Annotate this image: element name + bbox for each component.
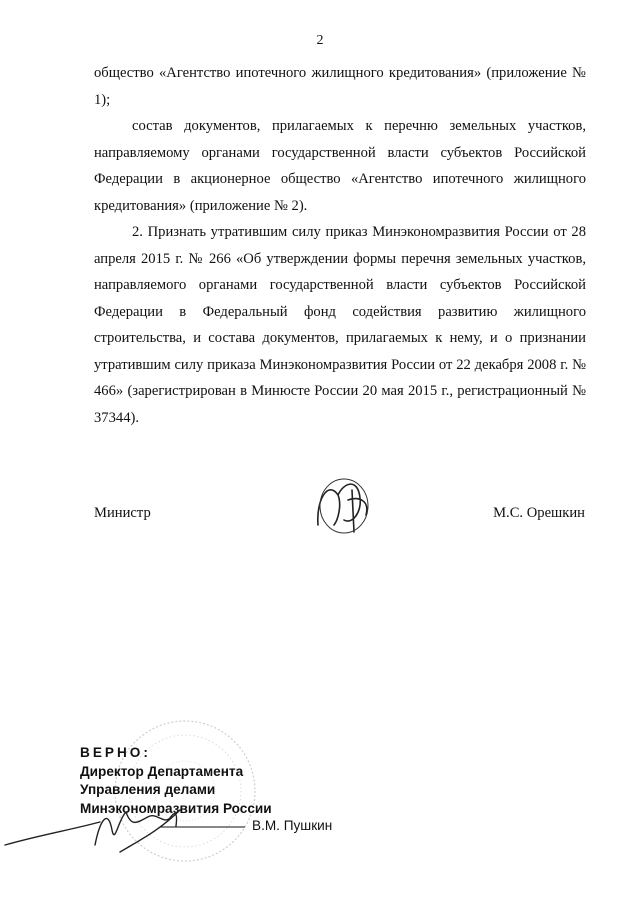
document-body: [94, 60, 586, 431]
page-number: 2: [316, 33, 324, 48]
certification-line-2: Управления делами: [80, 782, 216, 797]
minister-signature-icon: [308, 470, 378, 540]
certification-verno: ВЕРНО:: [80, 745, 151, 760]
paragraph-1: общество «Агентство ипотечного жилищного кредитования» (приложение № 1);: [94, 65, 586, 108]
certification-signature-icon: [0, 790, 260, 870]
signatory-title: Министр: [94, 505, 151, 521]
paragraph-3: 2. Признать утратившим силу приказ Минэкономразвития России от 28 апреля 2015 г. № 266 «Об утверждении формы перечня земельных участков, направляемого органами государственной власти субъектов Российской Федерации в Федеральный фонд содействия развитию жилищного строительства, и состава документов, прилагаемых к нему, и о признании утратившим силу приказа Минэкономразвития России от 22 декабря 2008 г. № 466» (зарегистрирован в Минюсте России 20 мая 2015 г., регистрационный № 37344).: [94, 224, 586, 426]
certification-line-3: Минэкономразвития России: [80, 800, 272, 816]
certification-name: В.М. Пушкин: [252, 818, 333, 833]
paragraph-2: состав документов, прилагаемых к перечню земельных участков, направляемому органами государственной власти субъектов Российской Федерации в акционерное общество «Агентство ипотечного жилищного кредитования» (приложение № 2).: [94, 118, 586, 214]
certification-line-1: Директор Департамента: [80, 763, 244, 779]
signatory-name: М.С. Орешкин: [493, 505, 585, 521]
